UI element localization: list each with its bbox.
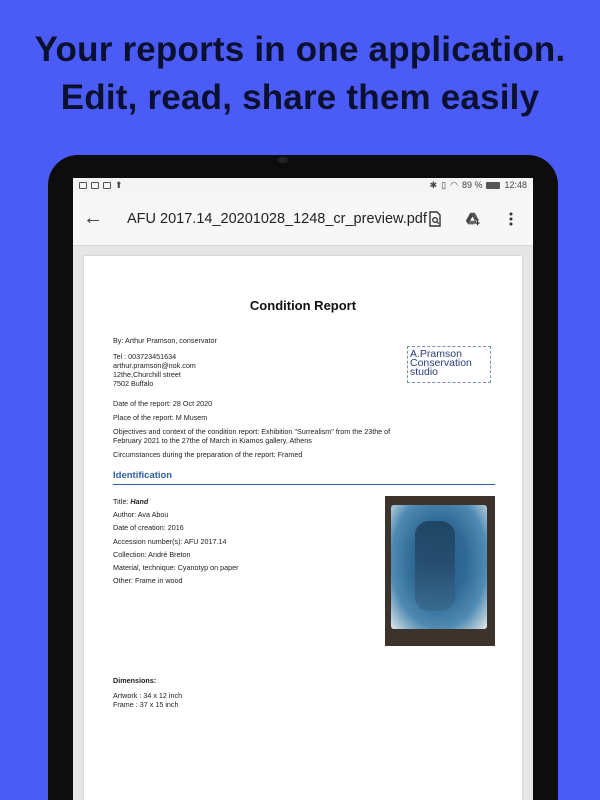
report-objectives: Objectives and context of the condition report: Exhibition "Surrealism" from the 23the of February 2021 to the 27the of March in Kiamos gallery, Athens [113, 427, 391, 445]
status-bar [73, 178, 533, 192]
document-title: Condition Report [249, 298, 357, 313]
material-field: Material, technique: Cyanotyp on paper [113, 562, 239, 572]
title-label: Title: [113, 497, 129, 506]
other-field: Other: Frame in wood [113, 576, 183, 586]
logo-line-2: Conservation [410, 357, 472, 369]
identification-fields [113, 497, 238, 589]
mail-icon [79, 182, 87, 189]
marketing-headline [0, 26, 600, 122]
contact-street: 12the,Churchill street [113, 370, 181, 379]
frame-dimension: Frame : 37 x 15 inch [113, 700, 179, 709]
battery-percent: 89 % [461, 180, 483, 190]
creation-date-field: Date of creation: 2016 [113, 523, 184, 533]
clock: 12:48 [504, 180, 527, 190]
wifi-icon: ◠ [450, 179, 458, 190]
author-field: Author: Ava Abou [113, 510, 169, 520]
identification-heading: Identification [113, 470, 495, 485]
vibrate-icon: ▯ [441, 179, 447, 190]
report-author: By: Arthur Pramson, conservator [113, 336, 217, 345]
upload-icon: ⬆ [115, 179, 123, 190]
title-field [113, 497, 238, 506]
pdf-viewer[interactable] [73, 246, 533, 800]
dimensions-block [113, 676, 182, 709]
camera-dot [278, 157, 288, 163]
headline-line-1: Your reports in one application. [34, 30, 566, 69]
studio-logo [407, 346, 491, 383]
contact-block [113, 352, 196, 388]
collection-field: Collection: André Breton [113, 549, 191, 559]
file-name-title: AFU 2017.14_20201028_1248_cr_preview.pdf [127, 210, 427, 227]
back-arrow-icon[interactable]: ← [83, 207, 103, 229]
report-place: Place of the report: M Musem [113, 413, 208, 422]
logo-line-3: studio [410, 366, 439, 378]
find-in-page-icon[interactable] [427, 211, 443, 227]
report-meta [113, 399, 413, 464]
cyanotype-figure [415, 521, 455, 611]
report-date: Date of the report: 28 Oct 2020 [113, 399, 213, 408]
tablet-frame [48, 155, 558, 800]
contact-city: 7502 Buffalo [113, 379, 154, 388]
headline-line-2: Edit, read, share them easily [60, 78, 540, 117]
contact-email: arthur.pramson@nok.com [113, 361, 196, 370]
contact-tel: Tel : 003723451634 [113, 352, 177, 361]
tablet-screen [73, 178, 533, 800]
report-circumstances: Circumstances during the preparation of the report: Framed [113, 450, 303, 459]
drive-add-icon[interactable] [465, 211, 481, 227]
logo-line-1: A.Pramson [410, 348, 462, 360]
pdf-page [84, 256, 522, 800]
accession-field: Accession number(s): AFU 2017.14 [113, 536, 227, 546]
gallery-icon [91, 182, 99, 189]
dimensions-heading: Dimensions: [113, 676, 157, 685]
artwork-photo [385, 496, 495, 646]
battery-icon [486, 182, 500, 189]
more-vert-icon[interactable] [503, 211, 519, 227]
app-bar [73, 192, 533, 246]
bluetooth-icon: ✱ [429, 179, 438, 190]
title-value: Hand [130, 497, 149, 506]
notification-icon [103, 182, 111, 189]
artwork-dimension: Artwork : 34 x 12 inch [113, 691, 183, 700]
